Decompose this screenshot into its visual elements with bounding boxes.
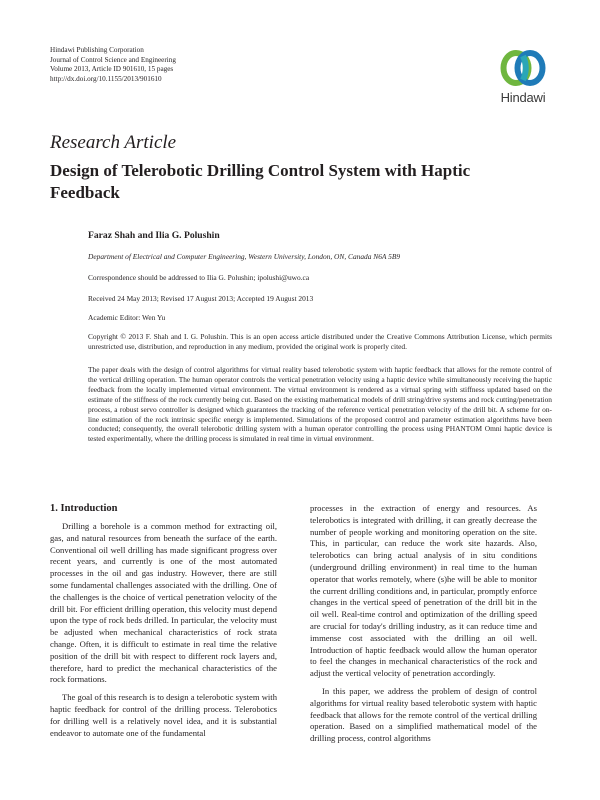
intro-paragraph: Drilling a borehole is a common method for extracting oil, gas, and natural resources from beneath the surface of the earth. Conventional oil well drilling has made significant progress over recent years, and currently is one of the most automated processes in the oil and gas industry. However, there are still some fundamental challenges associated with the drilling. One of the challenges is the choice of vertical penetration velocity of the drill bit. For efficient drilling operation, this velocity must depend upon the type of rock beds drilled. In particular, the velocity must be adjusted when mechanical characteristics of rock strata change. Often, it is difficult to estimate in real time the relative position of the drill bit with respect to different rock layers and, therefore, hard to predict the mechanical characteristics of the rock formations. — [50, 521, 277, 685]
publisher-name: Hindawi Publishing Corporation — [50, 46, 144, 54]
logo-text: Hindawi — [500, 90, 546, 105]
intro-paragraph: processes in the extraction of energy and resources. As telerobotics is integrated with drilling, it can greatly decrease the number of people working and monitoring operation on the site. This, in particular, can reduce the work site hazards. Also, telerobotics can bring actual analysis of in situ conditions (underground drilling environment) in real time to the human operator that works remotely, where (s)he will be able to monitor the current drilling conditions and, in particular, promptly enforce changes in the vertical speed of penetration of the drill bit in the oil well. Real-time control and optimization of the drilling speed are crucial for today's drilling industry, as it can reduce time and immense cost associated with the drilling an oil well. Introduction of haptic feedback would allow the human operator to feel the changes in mechanical characteristics of the rock and adjust the vertical velocity of penetration accordingly. — [310, 503, 537, 679]
academic-editor: Academic Editor: Wen Yu — [88, 313, 166, 322]
intro-paragraph: In this paper, we address the problem of design of control algorithms for virtual reality based telerobotic system with haptic feedback that allows for the remote control of the vertical drilling operation. Based on a simplified mathematical model of the drilling process, control algorithms — [310, 685, 537, 744]
affiliation: Department of Electrical and Computer Engineering, Western University, London, ON, Canada N6A 5B9 — [88, 252, 401, 261]
left-column — [50, 521, 277, 739]
right-column — [310, 503, 537, 745]
journal-header — [50, 46, 176, 84]
hindawi-logo — [494, 46, 552, 106]
abstract: The paper deals with the design of control algorithms for virtual reality based telerobotic system with haptic feedback that allows for the remote control of the vertical drilling operation. The human operator controls the vertical penetration velocity using a haptic device while simultaneously receiving the haptic feedback from the locally implemented virtual environment. The virtual environment is rendered as a virtual spring with stiffness updated based on the estimate of the stiffness of the rock currently being cut. Based on the existing mathematical models of drill string/drive systems and rock cutting/penetration process, a robust servo controller is designed which guarantees the tracking of the reference vertical penetration velocity of the drill bit. A scheme for on-line estimation of the rock intrinsic specific energy is implemented. Simulations of the proposed control and parameter estimation algorithms have been conducted; consequently, the overall telerobotic drilling system with a human operator controlling the process using PHANTOM Omni haptic device is tested experimentally, where the drilling process is simulated in real time in virtual environment. — [88, 365, 552, 444]
doi-link[interactable]: http://dx.doi.org/10.1155/2013/901610 — [50, 74, 162, 83]
paper-title: Design of Telerobotic Drilling Control System with Haptic Feedback — [50, 161, 471, 202]
intro-paragraph: The goal of this research is to design a telerobotic system with haptic feedback for control of the drilling process. Telerobotics for drilling well is a relatively novel idea, and it is substantial endeavor to automate one of the fundamental — [50, 692, 277, 738]
section-heading-introduction: 1. Introduction — [50, 503, 118, 514]
authors: Faraz Shah and Ilia G. Polushin — [88, 230, 220, 241]
submission-dates: Received 24 May 2013; Revised 17 August 2013; Accepted 19 August 2013 — [88, 294, 314, 303]
hindawi-logo-icon — [494, 46, 552, 90]
article-type: Research Article — [50, 132, 177, 153]
volume-info: Volume 2013, Article ID 901610, 15 pages — [50, 65, 174, 74]
copyright-notice: Copyright © 2013 F. Shah and I. G. Polushin. This is an open access article distributed under the Creative Commons Attribution License, which permits unrestricted use, distribution, and reproduction in any medium, provided the original work is properly cited. — [88, 332, 552, 351]
correspondence: Correspondence should be addressed to Ilia G. Polushin; ipolushi@uwo.ca — [88, 273, 310, 282]
journal-name: Journal of Control Science and Engineering — [50, 55, 176, 64]
